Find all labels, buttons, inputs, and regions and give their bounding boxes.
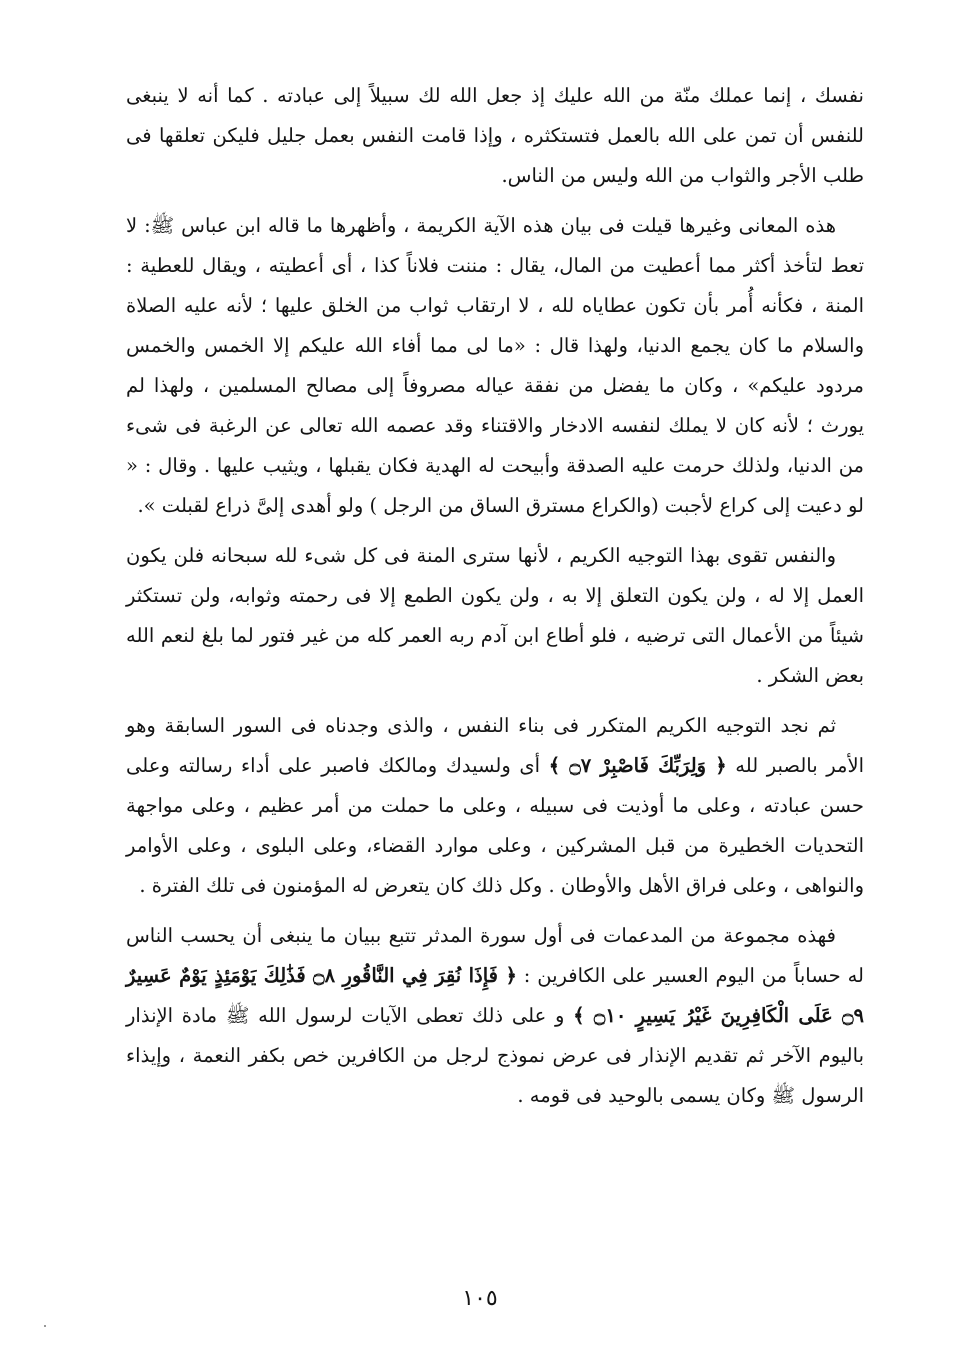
paragraph-1: نفسك ، إنما عملك منّة من الله عليك إذ جعل الله لك سبيلاً إلى عبادته . كما أنه لا ينبغى للنفس أن تمن على الله بالعمل فتستكثره ، وإذا قامت النفس بعمل جليل فليكن تعلقها فى طلب الأجر والثواب من الله وليس من الناس. xyxy=(126,84,864,187)
page-body xyxy=(126,76,864,1126)
paragraph-5-text-after: و على ذلك تعطى الآيات لرسول الله ﷺ مادة الإنذار باليوم الآخر ثم تقديم الإنذار فى عرض نموذج لرجل من الكافرين خص بكفر النعمة ، وإيذاء الرسول ﷺ وكان يسمى بالوحيد فى قومه . xyxy=(126,1004,864,1107)
quran-verse: ﴿ فَإِذَا نُقِرَ فِي النَّاقُورِ ۝٨ فَذَٰلِكَ يَوْمَئِذٍ يَوْمٌ عَسِيرٌ ۝٩ عَلَى الْكَافِرِينَ غَيْرُ يَسِيرٍ ۝١٠ ﴾ xyxy=(126,964,864,1027)
paragraph-3: والنفس تقوى بهذا التوجيه الكريم ، لأنها سترى المنة فى كل شىء لله سبحانه فلن يكون العمل إلا له ، ولن يكون التعلق إلا به ، ولن يكون الطمع إلا فى رحمته وثوابه، ولن تستكثر شيئاً من الأعمال التى ترضيه ، فلو أطاع ابن آدم ربه العمر كله من غير فتور لما بلغ لنعم الله بعض الشكر . xyxy=(126,544,864,687)
paragraph-5 xyxy=(126,916,864,1116)
paragraph-4 xyxy=(126,706,864,906)
paragraph-4-text-after: أى ولسيدك ومالكك فاصبر على أداء رسالته وعلى حسن عبادته ، وعلى ما أوذيت فى سبيله ، وعلى ما حملت من أمر عظيم ، وعلى مواجهة التحديات الخطيرة من قبل المشركين ، وعلى موارد القضاء، وعلى البلوى ، وعلى الأوامر والنواهى ، وعلى فراق الأهل والأوطان . وكل ذلك كان يتعرض له المؤمنون فى تلك الفترة . xyxy=(126,754,864,897)
quran-verse: ﴿ وَلِرَبِّكَ فَاصْبِرْ ۝٧ ﴾ xyxy=(548,754,727,777)
scan-speck xyxy=(44,1325,46,1327)
paragraph-5-text-before: فهذه مجموعة من المدعمات فى أول سورة المدثر تتبع ببيان ما ينبغى أن يحسب الناس له حساباً من اليوم العسير على الكافرين : xyxy=(126,924,864,987)
paragraph-2: هذه المعانى وغيرها قيلت فى بيان هذه الآية الكريمة ، وأظهرها ما قاله ابن عباس ﷺ: لا تعط لتأخذ أكثر مما أعطيت من المال، يقال : مننت فلاناً كذا ، أى أعطيته ، ويقال للعطية : المنة ، فكأنه أُمر بأن تكون عطاياه لله ، لا ارتقاب ثواب من الخلق عليها ؛ لأنه عليه الصلاة والسلام ما كان يجمع الدنيا، ولهذا قال : «ما لى مما أفاء الله عليكم إلا الخمس والخمس مردود عليكم» ، وكان ما يفضل من نفقة عياله مصروفاً إلى مصالح المسلمين ، ولهذا لم يورث ؛ لأنه كان لا يملك لنفسه الادخار والاقتناء وقد عصمه الله تعالى عن الرغبة فى شىء من الدنيا، ولذلك حرمت عليه الصدقة وأبيحت له الهدية فكان يقبلها ، ويثيب عليها . وقال : « لو دعيت إلى كراع لأجبت (والكراع مسترق الساق من الرجل ) ولو أهدى إلىَّ ذراع لقبلت ». xyxy=(126,214,864,517)
paragraph-4-text-before: ثم نجد التوجيه الكريم المتكرر فى بناء النفس ، والذى وجدناه فى السور السابقة وهو الأمر بالصبر لله xyxy=(126,714,864,777)
page-number: ١٠٥ xyxy=(462,1286,498,1311)
